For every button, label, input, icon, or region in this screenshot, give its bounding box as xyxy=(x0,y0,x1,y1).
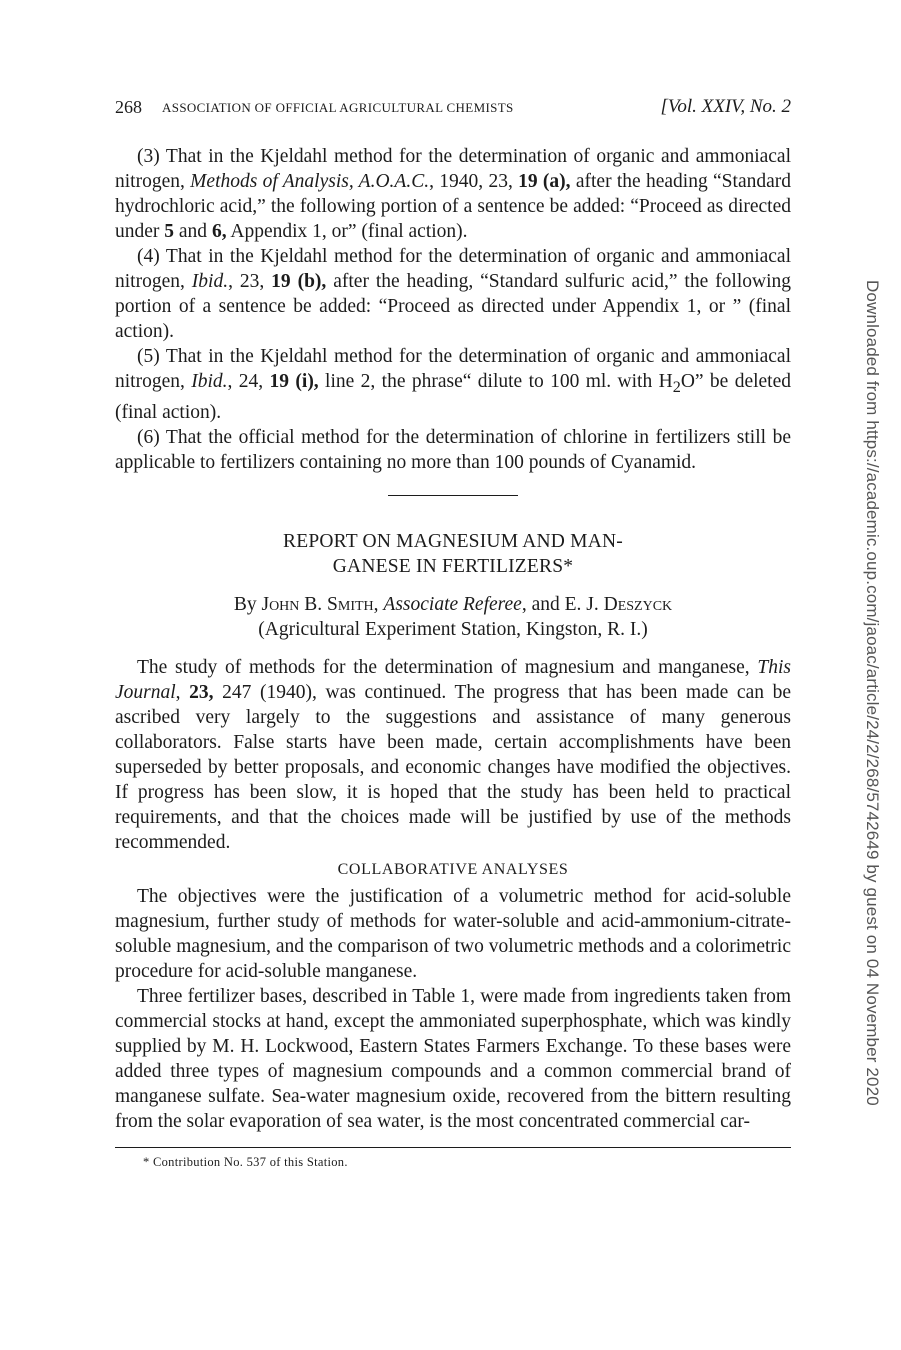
bold-reference: 23, xyxy=(189,681,214,703)
italic-citation: Methods of Analysis, A.O.A.C. xyxy=(190,171,430,192)
author-role: Associate Referee xyxy=(383,593,522,615)
body-paragraph: The objectives were the justification of a volumetric method for acid-soluble magnesium, further study of methods for water-soluble and acid-ammonium-citrate-soluble magnesium, and the comparison of two volumetric methods and a colorimetric procedure for acid-soluble manganese. xyxy=(115,885,791,982)
footnote: * Contribution No. 537 of this Station. xyxy=(143,1154,348,1169)
italic-citation: Ibid. xyxy=(191,271,229,292)
bold-reference: 6, xyxy=(211,221,227,242)
body-paragraph: Three fertilizer bases, described in Table 1, were made from ingredients taken from commercial stocks at hand, except the ammoniated superphosphate, which was kindly supplied by M. H. Lockwood, Eastern States Farmers Exchange. To these bases were added three types of magnesium compounds and a common commercial brand of manganese sulfate. Sea-water magnesium oxide, recovered from the bittern resulting from the solar evaporation of sea water, is the most concentrated commercial car- xyxy=(115,985,791,1132)
text-run: By xyxy=(233,593,262,615)
recommendation-6 xyxy=(115,425,791,475)
text-run: 247 (1940), was continued. The progress that has been made can be ascribed very largely to the suggestions and assistance of many generous collaborators. False starts have been made, certain accomplishments have been superseded by better proposals, and economic changes have modified the objectives. If progress has been slow, it is hoped that the study has been held to practical requirements, and that the choices made will be justified by use of the methods recommended. xyxy=(115,681,791,853)
text-run: (3) That in the Kjeldahl method for the determination of organic and ammoniacal nitrogen, xyxy=(115,146,791,192)
page-number: 268 xyxy=(115,97,142,117)
journal-page xyxy=(115,92,791,1172)
text-run: , 1940, 23, xyxy=(429,171,519,192)
author-line xyxy=(115,592,791,617)
text-run: (5) That in the Kjeldahl method for the determination of organic and ammoniacal nitrogen, xyxy=(115,346,791,392)
text-run: , and E. J. xyxy=(521,593,604,615)
report-title-line-2: GANESE IN FERTILIZERS* xyxy=(332,555,574,577)
text-run: O” be deleted (final action). xyxy=(115,371,791,423)
report-title xyxy=(115,529,791,579)
text-run: and xyxy=(174,221,212,242)
report-title-line-1: REPORT ON MAGNESIUM AND MAN- xyxy=(283,530,623,552)
download-watermark xyxy=(862,280,882,1106)
bold-reference: 19 (b), xyxy=(271,271,327,292)
text-run: , xyxy=(175,681,190,703)
italic-citation: Ibid. xyxy=(191,371,228,392)
text-run: Appendix 1, or” (final action). xyxy=(226,221,468,242)
section-heading: COLLABORATIVE ANALYSES xyxy=(337,860,569,878)
intro-paragraph xyxy=(115,655,791,855)
byline xyxy=(115,592,791,642)
footnote-rule xyxy=(115,1147,791,1148)
author-name: Deszyck xyxy=(603,593,673,615)
text-run: The study of methods for the determination of magnesium and manganese, xyxy=(137,656,758,678)
bold-reference: 19 (a), xyxy=(518,171,571,192)
section-divider xyxy=(388,495,518,496)
journal-name: ASSOCIATION OF OFFICIAL AGRICULTURAL CHEMISTS xyxy=(162,100,514,115)
recommendation-4 xyxy=(115,244,791,344)
text-run: (4) That in the Kjeldahl method for the determination of organic and ammoniacal nitrogen, xyxy=(115,246,791,292)
italic-citation: This Journal xyxy=(115,656,791,703)
text-run: after the heading, “Standard sulfuric acid,” the following portion of a sentence be added: “Proceed as directed under Appendix 1, or ” (final action). xyxy=(115,271,792,342)
recommendation-3 xyxy=(115,144,791,244)
text-run: , xyxy=(373,593,384,615)
author-name: John B. Smith xyxy=(261,593,374,615)
text-run: after the heading “Standard hydrochloric acid,” the following portion of a sentence be added: “Proceed as directed under xyxy=(115,171,792,242)
text-run: (6) That the official method for the determination of chlorine in fertilizers still be applicable to fertilizers containing no more than 100 pounds of Cyanamid. xyxy=(115,426,791,473)
text-run: , 23, xyxy=(228,271,272,292)
bold-reference: 19 (i), xyxy=(269,371,319,392)
recommendation-5 xyxy=(115,344,791,425)
bold-reference: 5 xyxy=(164,221,175,242)
running-head xyxy=(115,92,791,122)
subscript: 2 xyxy=(672,377,681,396)
volume-label: [Vol. XXIV, No. 2 xyxy=(660,96,791,117)
text-run: line 2, the phrase“ dilute to 100 ml. with H xyxy=(318,371,673,392)
download-watermark-text: Downloaded from https://academic.oup.com/jaoac/article/24/2/268/5742649 by guest on 04 November 2020 xyxy=(863,280,882,1106)
text-run: , 24, xyxy=(227,371,270,392)
affiliation: (Agricultural Experiment Station, Kingston, R. I.) xyxy=(258,618,648,640)
